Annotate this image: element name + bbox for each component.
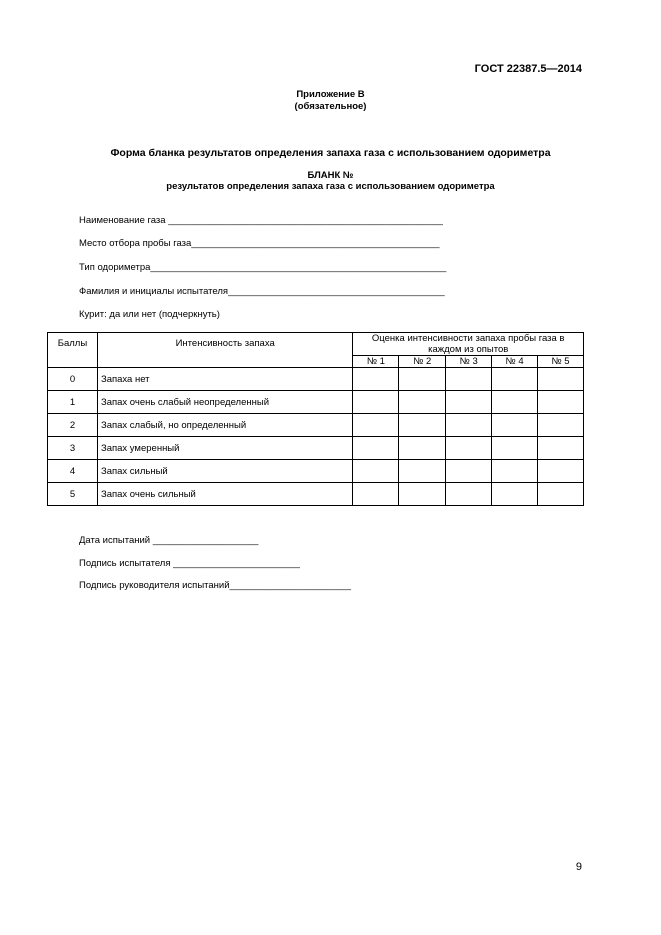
result-cell[interactable]: [492, 460, 538, 483]
blank-title: БЛАНК №: [307, 170, 354, 181]
page-number: 9: [575, 861, 582, 873]
appendix-title: Приложение В: [296, 89, 365, 100]
header-intensity: Интенсивность запаха: [97, 333, 352, 368]
trial-header: № 5: [538, 356, 584, 368]
result-cell[interactable]: [446, 368, 492, 391]
intensity-cell: Запах очень слабый неопределенный: [97, 391, 352, 414]
table-row: [48, 391, 584, 414]
intensity-cell: Запах сильный: [97, 460, 352, 483]
intensity-cell: Запах умеренный: [97, 437, 352, 460]
supervisor-signature-field: Подпись руководителя испытаний_______________________: [79, 580, 352, 591]
test-date-field: Дата испытаний ____________________: [79, 535, 259, 546]
table-row: [48, 368, 584, 391]
result-cell[interactable]: [446, 391, 492, 414]
result-cell[interactable]: [399, 437, 446, 460]
header-score: Баллы: [48, 333, 98, 368]
result-cell[interactable]: [399, 368, 446, 391]
form-title: Форма бланка результатов определения запаха газа с использованием одориметра: [110, 147, 551, 159]
score-cell: 0: [48, 368, 98, 391]
intensity-cell: Запах очень сильный: [97, 483, 352, 506]
result-cell[interactable]: [353, 437, 399, 460]
result-cell[interactable]: [399, 460, 446, 483]
result-cell[interactable]: [492, 391, 538, 414]
result-cell[interactable]: [538, 391, 584, 414]
result-cell[interactable]: [492, 414, 538, 437]
blank-subtitle: результатов определения запаха газа с использованием одориметра: [166, 181, 495, 192]
score-cell: 5: [48, 483, 98, 506]
result-cell[interactable]: [353, 460, 399, 483]
result-cell[interactable]: [353, 391, 399, 414]
result-cell[interactable]: [538, 483, 584, 506]
result-cell[interactable]: [538, 414, 584, 437]
table-row: [48, 483, 584, 506]
trial-header: № 3: [446, 356, 492, 368]
score-cell: 1: [48, 391, 98, 414]
results-table: [47, 332, 584, 506]
smoker-field: Курит: да или нет (подчеркнуть): [79, 309, 220, 320]
result-cell[interactable]: [353, 483, 399, 506]
trial-header: № 4: [492, 356, 538, 368]
standard-header: ГОСТ 22387.5—2014: [474, 63, 582, 75]
result-cell[interactable]: [538, 437, 584, 460]
result-cell[interactable]: [492, 483, 538, 506]
odorimeter-type-field: Тип одориметра________________________________________________________: [79, 262, 447, 273]
result-cell[interactable]: [399, 414, 446, 437]
trial-header: № 2: [399, 356, 446, 368]
intensity-cell: Запах слабый, но определенный: [97, 414, 352, 437]
table-row: [48, 460, 584, 483]
score-cell: 2: [48, 414, 98, 437]
table-row: [48, 437, 584, 460]
result-cell[interactable]: [446, 460, 492, 483]
tester-name-field: Фамилия и инициалы испытателя_________________________________________: [79, 286, 445, 297]
result-cell[interactable]: [492, 437, 538, 460]
tester-signature-field: Подпись испытателя ________________________: [79, 558, 300, 569]
result-cell[interactable]: [492, 368, 538, 391]
result-cell[interactable]: [399, 483, 446, 506]
trial-header: № 1: [353, 356, 399, 368]
result-cell[interactable]: [353, 368, 399, 391]
score-cell: 3: [48, 437, 98, 460]
score-cell: 4: [48, 460, 98, 483]
result-cell[interactable]: [353, 414, 399, 437]
gas-name-field: Наименование газа ____________________________________________________: [79, 215, 443, 226]
result-cell[interactable]: [538, 460, 584, 483]
sampling-place-field: Место отбора пробы газа_______________________________________________: [79, 238, 440, 249]
result-cell[interactable]: [399, 391, 446, 414]
table-row: [48, 414, 584, 437]
result-cell[interactable]: [446, 414, 492, 437]
result-cell[interactable]: [446, 483, 492, 506]
result-cell[interactable]: [446, 437, 492, 460]
result-cell[interactable]: [538, 368, 584, 391]
header-evaluation: Оценка интенсивности запаха пробы газа в каждом из опытов: [353, 333, 584, 356]
intensity-cell: Запаха нет: [97, 368, 352, 391]
appendix-subtitle: (обязательное): [294, 101, 367, 112]
